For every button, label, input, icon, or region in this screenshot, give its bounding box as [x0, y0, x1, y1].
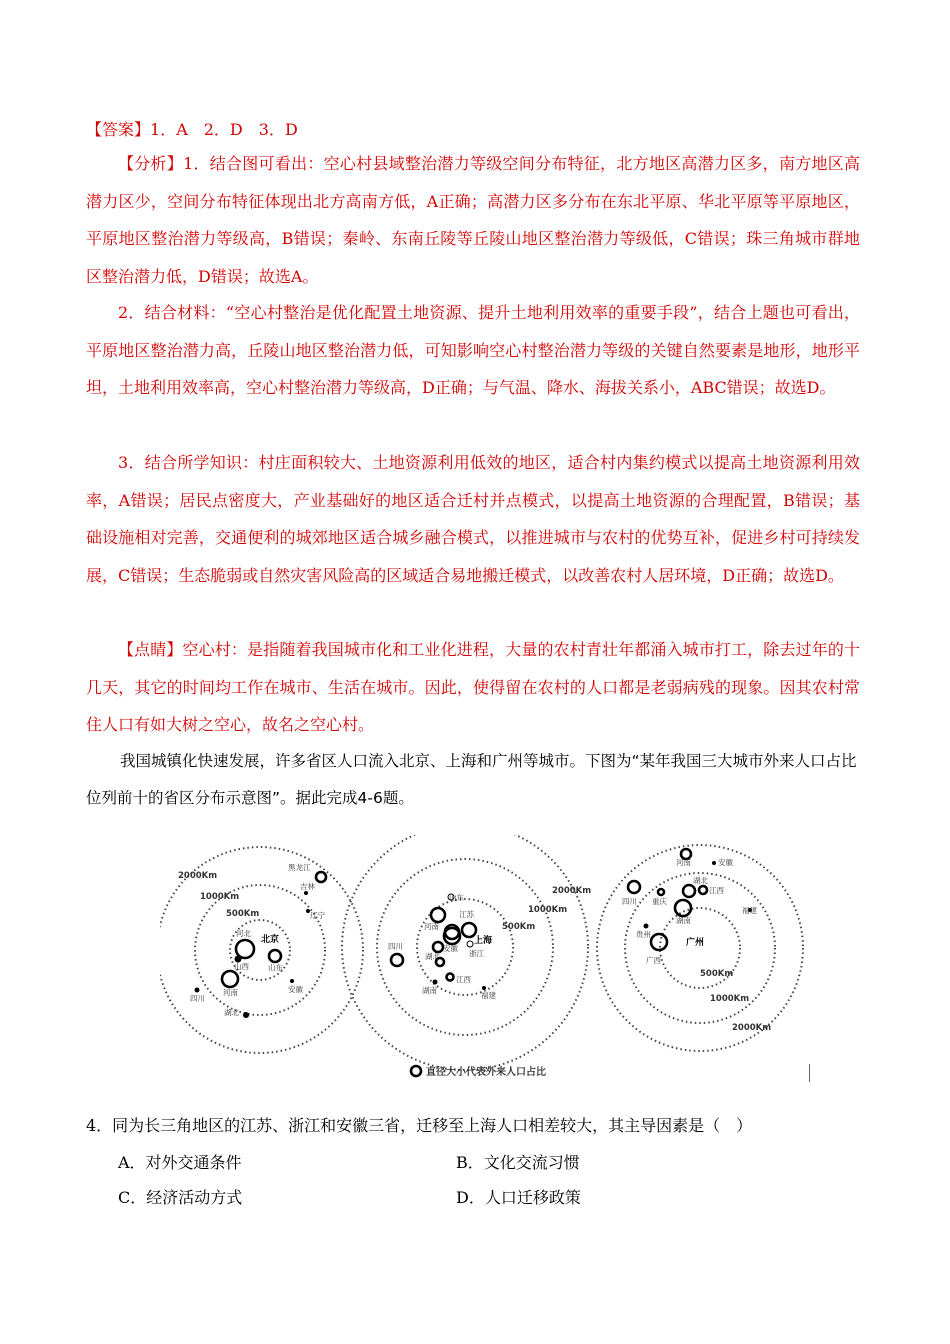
beijing-prov-jilin: 吉林: [300, 882, 315, 891]
guangzhou-bubble-chongqing: [658, 889, 664, 895]
guangzhou-bubble-guangxi: [651, 934, 667, 950]
guangzhou-prov-chongqing: 重庆: [652, 897, 667, 906]
guangzhou-prov-henan: 河南: [676, 858, 691, 867]
beijing-label-1000: 1000Km: [200, 892, 240, 902]
beijing-bubble-henan: [222, 971, 238, 987]
shanghai-bubble-henan-small: [433, 942, 443, 952]
beijing-bubble-shandong: [269, 950, 281, 962]
analysis-paragraph-1: [86, 145, 860, 295]
guangzhou-bubble-jiangxi: [699, 886, 707, 894]
shanghai-ring-1000: [377, 859, 553, 1035]
guangzhou-ring-1000: [625, 873, 775, 1023]
answer-text: 1．A 2．D 3．D: [150, 120, 298, 139]
city-name-shanghai: 上海: [474, 936, 493, 946]
beijing-ring-1000: [195, 885, 325, 1015]
shanghai-label-2000: 2000Km: [552, 886, 592, 896]
analysis-text-3: 3．结合所学知识：村庄面积较大、土地资源利用低效的地区，适合村内集约模式以提高土地资源利用效率，A错误；居民点密度大，产业基础好的地区适合迁村并点模式，以提高土地资源的合理配置，B错误；基础设施相对完善，交通便利的城郊地区适合城乡融合模式，以推进城市与农村的优势互补，促进乡村可持续发展，C错误；生态脆弱或自然灾害风险高的区域适合易地搬迁模式，以改善农村人居环境，D正确；故选D。: [86, 453, 860, 585]
shanghai-prov-zhejiang: 浙江: [469, 949, 484, 958]
guangzhou-bubble-hubei: [683, 885, 695, 897]
shanghai-prov-hunan: 湖南: [422, 986, 437, 995]
beijing-bubble-heilongjiang: [316, 872, 326, 882]
option-c[interactable]: C．经济活动方式: [118, 1188, 243, 1207]
option-a[interactable]: A．对外交通条件: [118, 1153, 242, 1172]
guangzhou-prov-hunan: 湖南: [676, 916, 691, 925]
shanghai-label-500: 500Km: [502, 922, 536, 932]
shanghai-label-1000: 1000Km: [528, 905, 568, 915]
shanghai-bubble-jiangxi: [447, 974, 454, 981]
shanghai-bubble-hunan: [433, 980, 438, 985]
guangzhou-bubble-anhui: [712, 861, 716, 865]
shanghai-bubble-zhejiang: [467, 941, 473, 947]
question-intro: 我国城镇化快速发展，许多省区人口流入北京、上海和广州等城市。下图为“某年我国三大城市外来人口占比位列前十的省区分布示意图”。据此完成4-6题。: [86, 752, 857, 807]
analysis-text-2: 2．结合材料：“空心村整治是优化配置土地资源、提升土地利用效率的重要手段”，结合上题也可看出，平原地区整治潜力高，丘陵山地区整治潜力低，可知影响空心村整治潜力等级的关键自然要素是地形，地形平坦，土地利用效率高，空心村整治潜力等级高，D正确；与气温、降水、海拔关系小，ABC错误；故选D。: [86, 303, 860, 397]
population-distribution-diagram: [160, 835, 810, 1090]
beijing-prov-hebei: 河北: [236, 929, 251, 938]
beijing-bubble-anhui: [290, 979, 294, 983]
question-4-stem: 4．同为长三角地区的江苏、浙江和安徽三省，迁移至上海人口相差较大，其主导因素是（ ）: [86, 1116, 753, 1135]
beijing-prov-liaoning: 辽宁: [310, 911, 325, 920]
analysis-text-1: 1．结合图可看出：空心村县域整治潜力等级空间分布特征，北方地区高潜力区多，南方地区高潜力区少，空间分布特征体现出北方高南方低，A正确；高潜力区多分布在东北平原、华北平原等平原地区，平原地区整治潜力等级高，B错误；秦岭、东南丘陵等丘陵山地区整治潜力等级低，C错误；珠三角城市群地区整治潜力低，D错误；故选A。: [86, 154, 860, 286]
beijing-bubble-jilin: [304, 891, 308, 895]
guangzhou-bubble-guizhou: [644, 924, 649, 929]
tip-paragraph: [86, 631, 860, 744]
answer-line: [86, 117, 298, 140]
beijing-prov-shanxi: 山西: [234, 962, 249, 971]
beijing-label-500: 500Km: [226, 909, 260, 919]
beijing-label-2000: 2000Km: [178, 871, 218, 881]
shanghai-prov-jiangxi: 江西: [456, 975, 471, 984]
beijing-bubble-sichuan: [195, 988, 200, 993]
beijing-bubble-hubei: [243, 1012, 249, 1018]
shanghai-bubble-shandong-large: [431, 908, 445, 922]
beijing-prov-anhui: 安徽: [288, 985, 303, 994]
shanghai-prov-sichuan: 四川: [388, 942, 403, 951]
analysis-paragraph-2: [86, 294, 860, 407]
beijing-prov-shandong: 山东: [268, 963, 283, 972]
shanghai-prov-shandong: 山东: [449, 893, 464, 902]
shanghai-bubble-sichuan: [391, 954, 403, 966]
legend-text: 直径大小代表外来人口占比: [426, 1067, 546, 1078]
beijing-prov-hubei: 湖北: [224, 1008, 239, 1017]
shanghai-prov-fujian: 福建: [481, 991, 496, 1000]
beijing-prov-sichuan: 四川: [190, 994, 205, 1003]
guangzhou-prov-anhui: 安徽: [718, 858, 733, 867]
beijing-prov-henan: 河南: [223, 988, 238, 997]
option-b[interactable]: B．文化交流习惯: [456, 1153, 580, 1172]
shanghai-prov-henan: 河南: [424, 922, 439, 931]
shanghai-bubble-jiangsu: [462, 923, 476, 937]
shanghai-prov-jiangsu: 江苏: [459, 910, 474, 919]
guangzhou-bubble-sichuan: [628, 881, 640, 893]
guangzhou-prov-sichuan: 四川: [622, 897, 637, 906]
guangzhou-label-1000: 1000Km: [710, 994, 750, 1004]
shanghai-prov-anhui: 安徽: [443, 944, 458, 953]
analysis-paragraph-3: [86, 444, 860, 594]
legend-circle-icon: [411, 1066, 421, 1076]
guangzhou-label-500: 500Km: [700, 969, 734, 979]
guangzhou-bubble-hunan: [675, 900, 691, 916]
guangzhou-label-2000: 2000Km: [732, 1023, 772, 1033]
analysis-label: 【分析】: [118, 154, 184, 173]
option-d[interactable]: D．人口迁移政策: [456, 1188, 581, 1207]
beijing-prov-heilongjiang: 黑龙江: [288, 863, 311, 872]
shanghai-bubble-fujian: [482, 986, 486, 990]
city-name-guangzhou: 广州: [686, 938, 705, 948]
tip-label: 【点睛】: [118, 640, 183, 659]
city-name-beijing: 北京: [261, 935, 280, 945]
guangzhou-prov-jiangxi: 江西: [709, 886, 724, 895]
guangzhou-prov-hubei: 湖北: [693, 876, 708, 885]
guangzhou-prov-fujian: 福建: [742, 906, 757, 915]
tip-text: 空心村：是指随着我国城市化和工业化进程，大量的农村青壮年都涌入城市打工，除去过年的十几天，其它的时间均工作在城市、生活在城市。因此，使得留在农村的人口都是老弱病残的现象。因其农村常住人口有如大树之空心，故名之空心村。: [86, 640, 860, 734]
guangzhou-prov-guizhou: 贵州: [636, 930, 651, 939]
beijing-bubble-hebei: [236, 940, 254, 958]
shanghai-ring-2000: [342, 835, 588, 1070]
shanghai-prov-hubei: 湖北: [425, 952, 440, 961]
answer-label: 【答案】: [86, 120, 151, 139]
guangzhou-prov-guangxi: 广西: [646, 956, 661, 965]
